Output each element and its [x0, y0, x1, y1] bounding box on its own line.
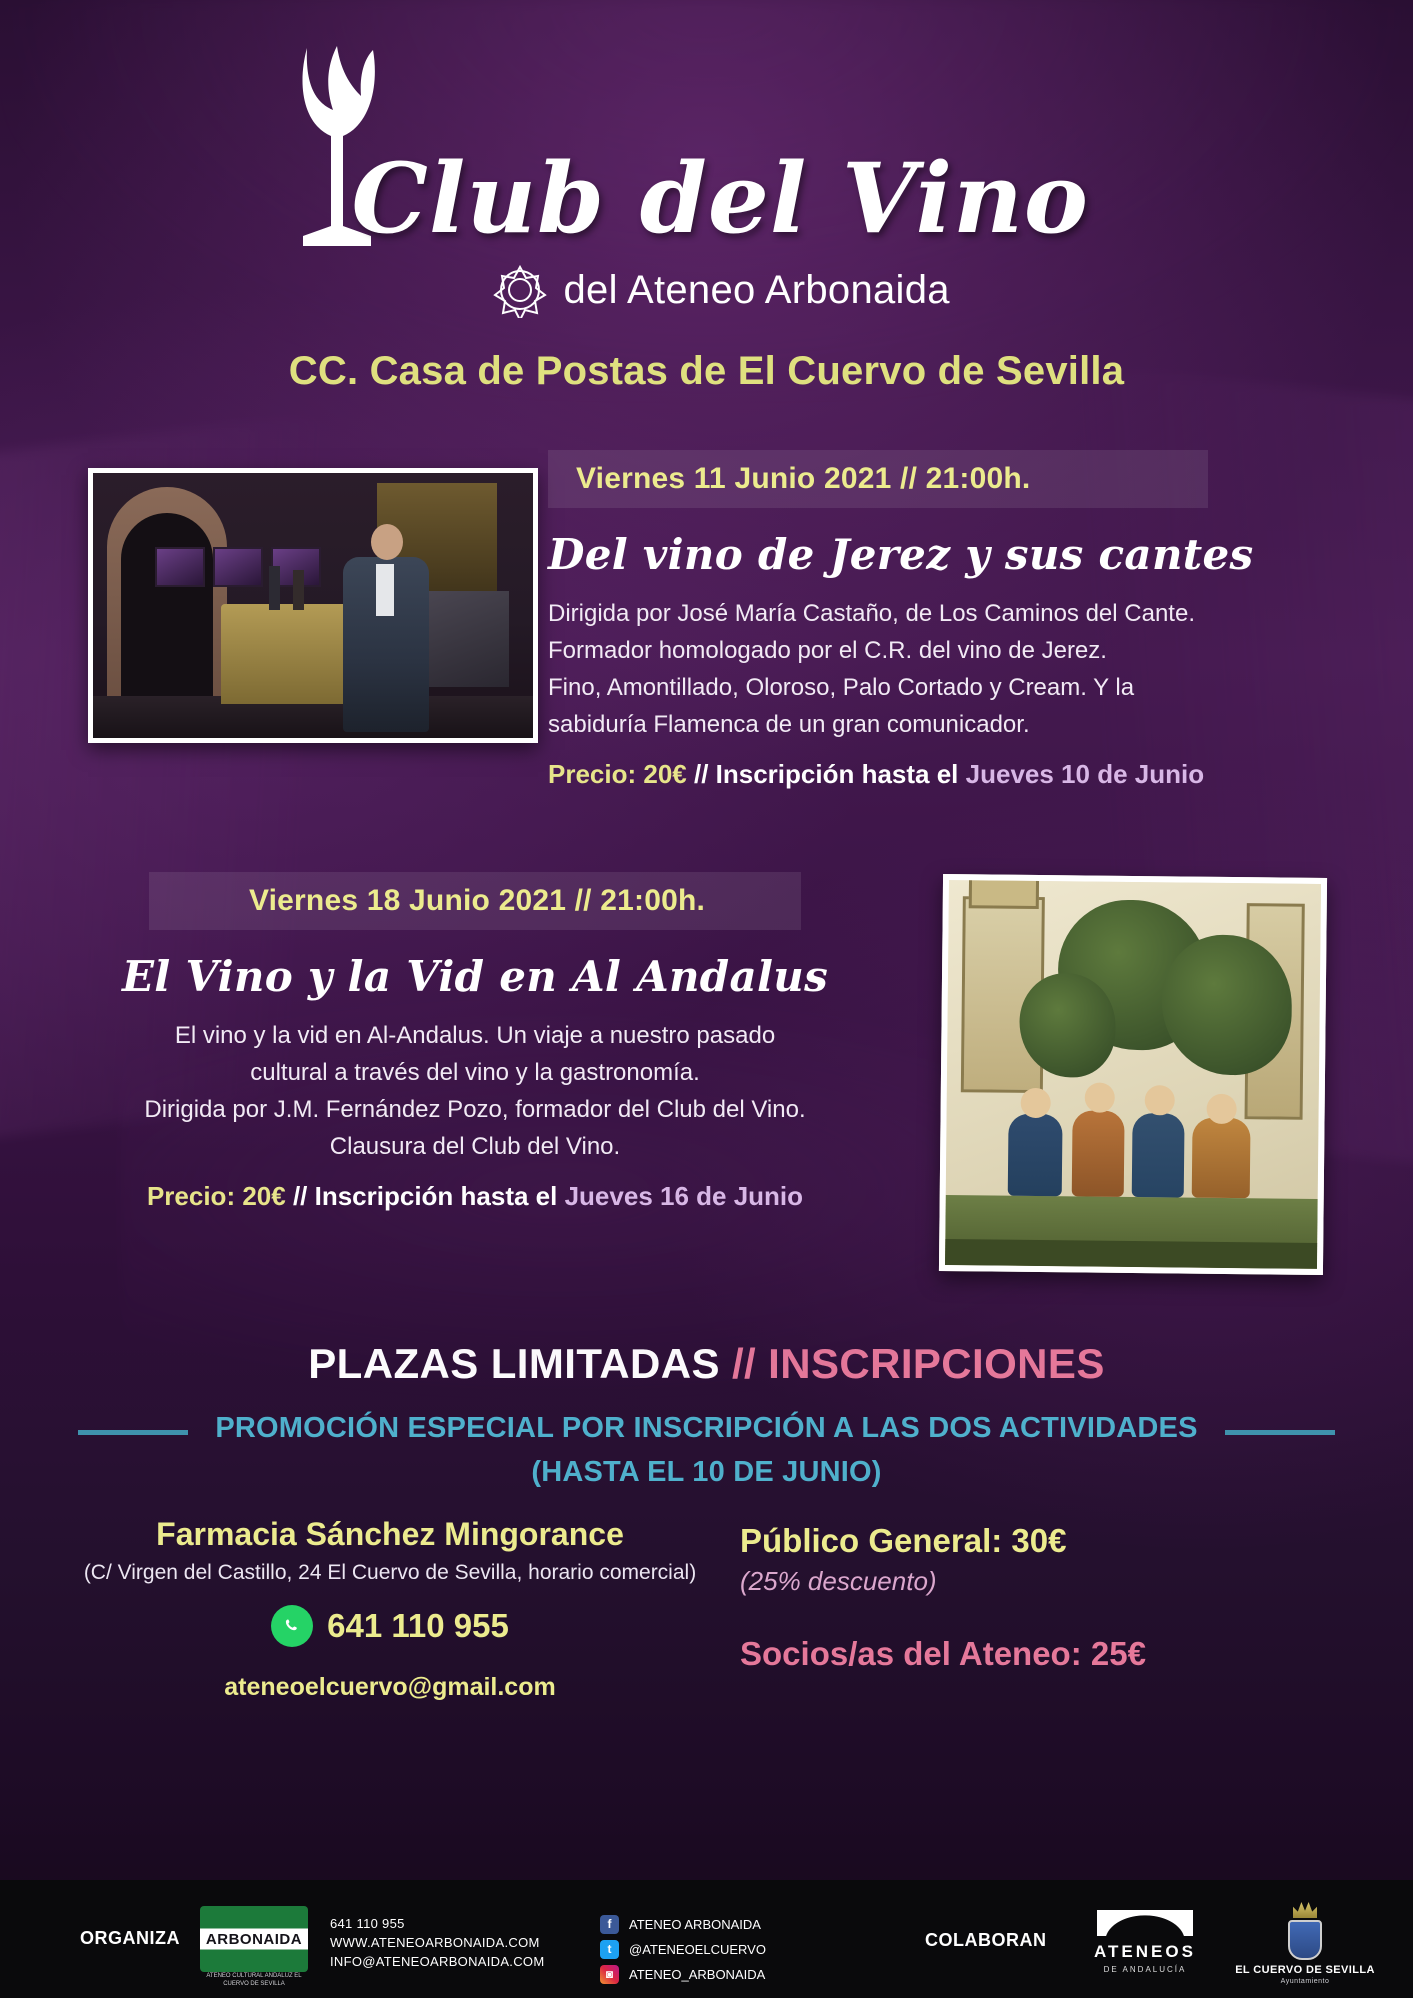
open-book-icon — [1097, 1910, 1193, 1936]
partner-cuervo-logo — [1235, 1902, 1375, 1985]
promo-line-1: PROMOCIÓN ESPECIAL POR INSCRIPCIÓN A LAS DOS ACTIVIDADES — [215, 1412, 1198, 1444]
limited-places-main: PLAZAS LIMITADAS — [308, 1340, 732, 1387]
contact-right — [740, 1522, 1340, 1673]
pharmacy-name: Farmacia Sánchez Mingorance — [156, 1516, 624, 1552]
session-1-text — [548, 450, 1318, 790]
session-1-photo — [88, 468, 538, 743]
logo-lockup — [257, 34, 1157, 334]
session-2-body — [70, 1017, 880, 1165]
session-1-price — [548, 759, 1318, 790]
price-public: Público General: 30€ — [740, 1522, 1067, 1559]
session-2-body-line: Dirigida por J.M. Fernández Pozo, formador del Club del Vino. — [144, 1096, 806, 1123]
promo-line-2: (HASTA EL 10 DE JUNIO) — [531, 1456, 882, 1488]
session-1-body-line: sabiduría Flamenca de un gran comunicador. — [548, 711, 1030, 738]
footer-contact-lines — [330, 1914, 544, 1971]
price-members: Socios/as del Ateneo: 25€ — [740, 1635, 1146, 1672]
organizer-logo-subtext: ATENEO CULTURAL ANDALUZ EL CUERVO DE SEVILLA — [206, 1973, 302, 1987]
footer-phone: 641 110 955 — [330, 1916, 405, 1931]
subtitle: del Ateneo Arbonaida — [563, 267, 950, 312]
social-item-instagram[interactable] — [600, 1962, 766, 1987]
social-item-twitter[interactable] — [600, 1937, 766, 1962]
partner-ateneos-logo — [1070, 1910, 1220, 1974]
session-1-price-amount: Precio: 20€ — [548, 759, 694, 789]
colaboran-label: COLABORAN — [925, 1930, 1047, 1950]
rosette-ornament-icon — [492, 262, 548, 318]
session-2-price-text: // Inscripción hasta el — [292, 1181, 565, 1211]
footer-social — [600, 1912, 766, 1987]
footer-website[interactable]: WWW.ATENEOARBONAIDA.COM — [330, 1935, 540, 1950]
phone-number[interactable]: 641 110 955 — [327, 1607, 509, 1644]
facebook-icon[interactable]: f — [600, 1915, 619, 1934]
session-2-title: El Vino y la Vid en Al Andalus — [121, 952, 829, 1001]
instagram-icon[interactable]: ◙ — [600, 1965, 619, 1984]
promo-rule-left — [78, 1430, 188, 1435]
social-handle: ATENEO ARBONAIDA — [629, 1917, 761, 1932]
shield-icon — [1288, 1920, 1322, 1960]
session-2 — [0, 866, 1413, 1296]
twitter-icon[interactable]: t — [600, 1940, 619, 1959]
session-2-deadline: Jueves 16 de Junio — [564, 1181, 804, 1211]
session-2-body-line: cultural a través del vino y la gastronomía. — [250, 1059, 700, 1086]
pharmacy-address: (C/ Virgen del Castillo, 24 El Cuervo de Sevilla, horario comercial) — [83, 1561, 697, 1584]
discount-note: (25% descuento) — [740, 1566, 937, 1596]
partner-ateneos-name: ATENEOS — [1094, 1942, 1196, 1961]
whatsapp-icon[interactable] — [271, 1605, 313, 1647]
session-2-body-line: El vino y la vid en Al-Andalus. Un viaje a nuestro pasado — [174, 1022, 776, 1049]
partner-cuervo-name: EL CUERVO DE SEVILLA — [1235, 1964, 1375, 1976]
session-2-price — [70, 1181, 880, 1212]
organizer-logo — [200, 1906, 308, 1972]
session-1-body-line: Fino, Amontillado, Oloroso, Palo Cortado y Cream. Y la — [548, 674, 1135, 701]
promo-rule-right — [1225, 1430, 1335, 1435]
venue-line: CC. Casa de Postas de El Cuervo de Sevilla — [288, 349, 1125, 393]
session-2-photo — [939, 874, 1327, 1275]
page-title: Club del Vino — [351, 142, 1089, 255]
partner-ateneos-sub: DE ANDALUCÍA — [1103, 1965, 1187, 1974]
session-2-text — [70, 872, 880, 1212]
session-2-price-amount: Precio: 20€ — [146, 1181, 293, 1211]
social-item-facebook[interactable] — [600, 1912, 766, 1937]
contact-block — [0, 1516, 1413, 1746]
session-2-body-line: Clausura del Club del Vino. — [329, 1133, 621, 1160]
social-handle: @ATENEOELCUERVO — [629, 1942, 766, 1957]
session-1-price-text: // Inscripción hasta el — [693, 759, 966, 789]
contact-left — [70, 1516, 710, 1702]
session-1-body-line: Formador homologado por el C.R. del vino de Jerez. — [548, 637, 1107, 664]
organizer-logo-text: ARBONAIDA — [205, 1930, 303, 1948]
phone-row[interactable] — [70, 1605, 710, 1647]
session-1 — [0, 450, 1413, 810]
organiza-label: ORGANIZA — [80, 1928, 180, 1948]
session-1-deadline: Jueves 10 de Junio — [965, 759, 1205, 789]
social-handle: ATENEO_ARBONAIDA — [629, 1967, 766, 1982]
email-address[interactable]: ateneoelcuervo@gmail.com — [224, 1673, 556, 1701]
session-1-body-line: Dirigida por José María Castaño, de Los Caminos del Cante. — [548, 600, 1195, 627]
partner-cuervo-sub: Ayuntamiento — [1280, 1978, 1330, 1985]
session-1-body — [548, 595, 1318, 743]
limited-places-heading — [0, 1340, 1413, 1388]
footer-email[interactable]: INFO@ATENEOARBONAIDA.COM — [330, 1954, 545, 1969]
session-1-title: Del vino de Jerez y sus cantes — [548, 530, 1254, 579]
poster-header — [0, 0, 1413, 394]
limited-places-accent: // INSCRIPCIONES — [731, 1340, 1105, 1387]
session-2-date: Viernes 18 Junio 2021 // 21:00h. — [149, 872, 801, 930]
promo-block — [0, 1406, 1413, 1494]
subtitle-row — [492, 262, 950, 318]
poster-footer — [0, 1880, 1413, 1998]
crown-icon — [1293, 1902, 1317, 1918]
session-1-date: Viernes 11 Junio 2021 // 21:00h. — [548, 450, 1208, 508]
